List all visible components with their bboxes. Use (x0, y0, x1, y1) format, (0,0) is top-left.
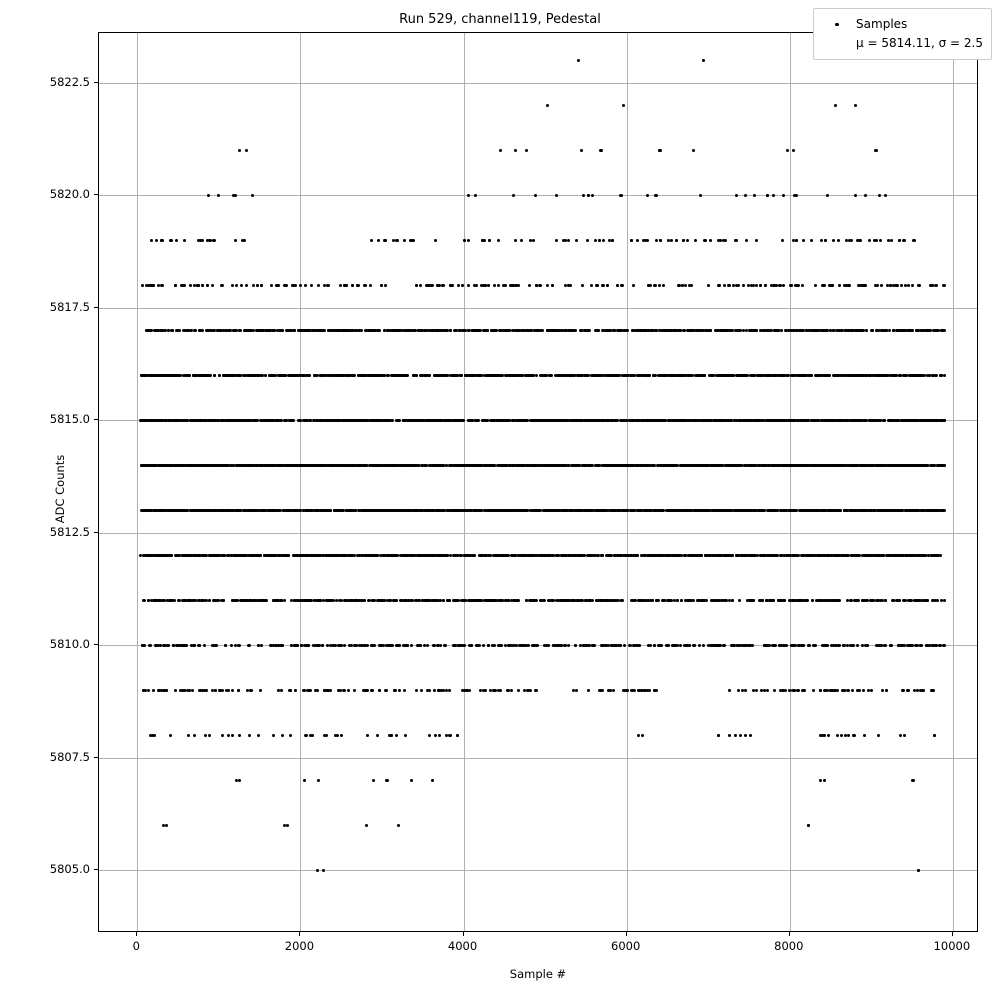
y-tick (94, 82, 98, 83)
y-tick (94, 869, 98, 870)
legend-label-stats: μ = 5814.11, σ = 2.5 (856, 36, 983, 50)
scatter-points (99, 33, 977, 931)
legend-marker-samples (820, 15, 854, 34)
y-tick (94, 194, 98, 195)
y-tick-label: 5807.5 (49, 749, 90, 764)
y-tick-label: 5805.0 (49, 862, 90, 876)
y-tick-label: 5815.0 (49, 412, 90, 426)
y-tick-label: 5822.5 (49, 74, 90, 89)
legend-label-samples: Samples (856, 17, 908, 31)
y-tick (94, 307, 98, 308)
x-tick-label: 4000 (447, 939, 478, 953)
x-tick (626, 932, 627, 936)
x-tick (463, 932, 464, 936)
x-tick-label: 8000 (774, 939, 804, 953)
x-tick-label: 10000 (933, 939, 971, 953)
x-tick (789, 932, 790, 936)
y-axis-label: ADC Counts (53, 454, 67, 524)
x-tick (952, 932, 953, 936)
y-tick (94, 419, 98, 420)
y-tick-label: 5817.5 (49, 299, 90, 314)
x-tick (299, 932, 300, 936)
x-tick (136, 932, 137, 936)
legend (813, 8, 992, 60)
y-tick-label: 5810.0 (49, 637, 90, 651)
x-tick-label: 0 (132, 939, 140, 953)
x-tick-label: 2000 (284, 939, 315, 953)
y-tick (94, 532, 98, 533)
y-tick-label: 5812.5 (49, 524, 90, 539)
y-tick-label: 5820.0 (49, 187, 90, 201)
plot-area (98, 32, 978, 932)
chart-title: Run 529, channel119, Pedestal (399, 12, 601, 27)
y-tick (94, 644, 98, 645)
x-tick-label: 6000 (611, 939, 641, 953)
y-tick (94, 757, 98, 758)
x-axis-label: Sample # (509, 967, 567, 981)
